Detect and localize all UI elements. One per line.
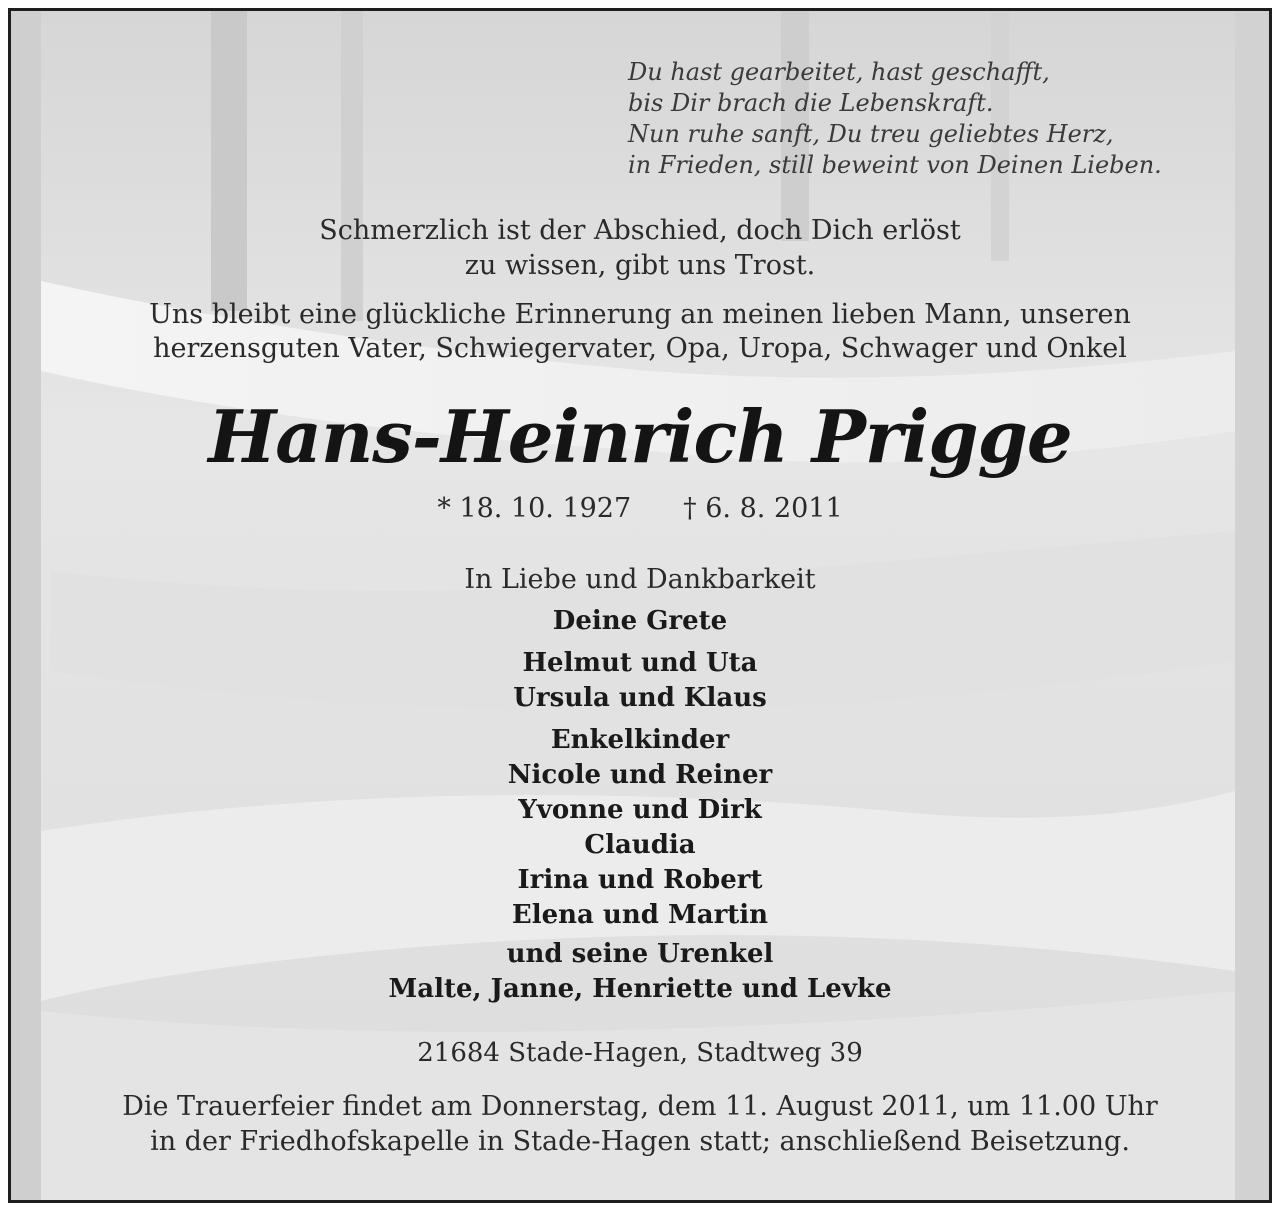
- memory-text: [11, 298, 1269, 366]
- poem-line: bis Dir brach die Lebenskraft.: [628, 89, 994, 117]
- children-item: Ursula und Klaus: [513, 683, 767, 713]
- poem-line: Du hast gearbeitet, hast geschafft,: [628, 58, 1050, 86]
- farewell-text: [11, 213, 1269, 283]
- grandchildren-item: Yvonne und Dirk: [518, 795, 762, 825]
- great-grandchildren-names: Malte, Janne, Henriette und Levke: [388, 974, 892, 1004]
- grandchildren-item: Claudia: [584, 830, 696, 860]
- grandchildren-heading: Enkelkinder: [550, 725, 730, 755]
- poem: [628, 57, 1162, 181]
- great-grandchildren-heading: und seine Urenkel: [506, 939, 774, 969]
- ceremony-info: [11, 1089, 1269, 1159]
- life-dates: [11, 491, 1269, 527]
- grandchildren-item: Elena und Martin: [511, 900, 769, 930]
- farewell-line: Schmerzlich ist der Abschied, doch Dich erlöst: [319, 215, 961, 246]
- wife-name: Deine Grete: [552, 606, 728, 636]
- children-list: [11, 646, 1269, 716]
- obituary-notice: [8, 8, 1272, 1203]
- poem-line: Nun ruhe sanft, Du treu geliebtes Herz,: [628, 120, 1114, 148]
- ceremony-line: Die Trauerfeier findet am Donnerstag, dem 11. August 2011, um 11.00 Uhr: [122, 1091, 1158, 1122]
- deceased-name: Hans-Heinrich Prigge: [208, 394, 1072, 479]
- great-grandchildren-list: [11, 937, 1269, 1007]
- farewell-line: zu wissen, gibt uns Trost.: [464, 250, 816, 281]
- death-date: † 6. 8. 2011: [683, 493, 843, 524]
- memory-line: herzensguten Vater, Schwiegervater, Opa, Uropa, Schwager und Onkel: [153, 333, 1127, 364]
- notice-content: [11, 11, 1269, 1200]
- grandchildren-list: [11, 723, 1269, 933]
- birth-date: * 18. 10. 1927: [437, 493, 632, 524]
- address: 21684 Stade-Hagen, Stadtweg 39: [417, 1038, 863, 1068]
- mourners-intro: In Liebe und Dankbarkeit: [464, 564, 816, 595]
- grandchildren-item: Irina und Robert: [517, 865, 763, 895]
- ceremony-line: in der Friedhofskapelle in Stade-Hagen statt; anschließend Beisetzung.: [150, 1126, 1130, 1157]
- grandchildren-item: Nicole und Reiner: [507, 760, 773, 790]
- children-item: Helmut und Uta: [522, 648, 758, 678]
- poem-line: in Frieden, still beweint von Deinen Lieben.: [628, 151, 1162, 179]
- memory-line: Uns bleibt eine glückliche Erinnerung an meinen lieben Mann, unseren: [149, 299, 1131, 330]
